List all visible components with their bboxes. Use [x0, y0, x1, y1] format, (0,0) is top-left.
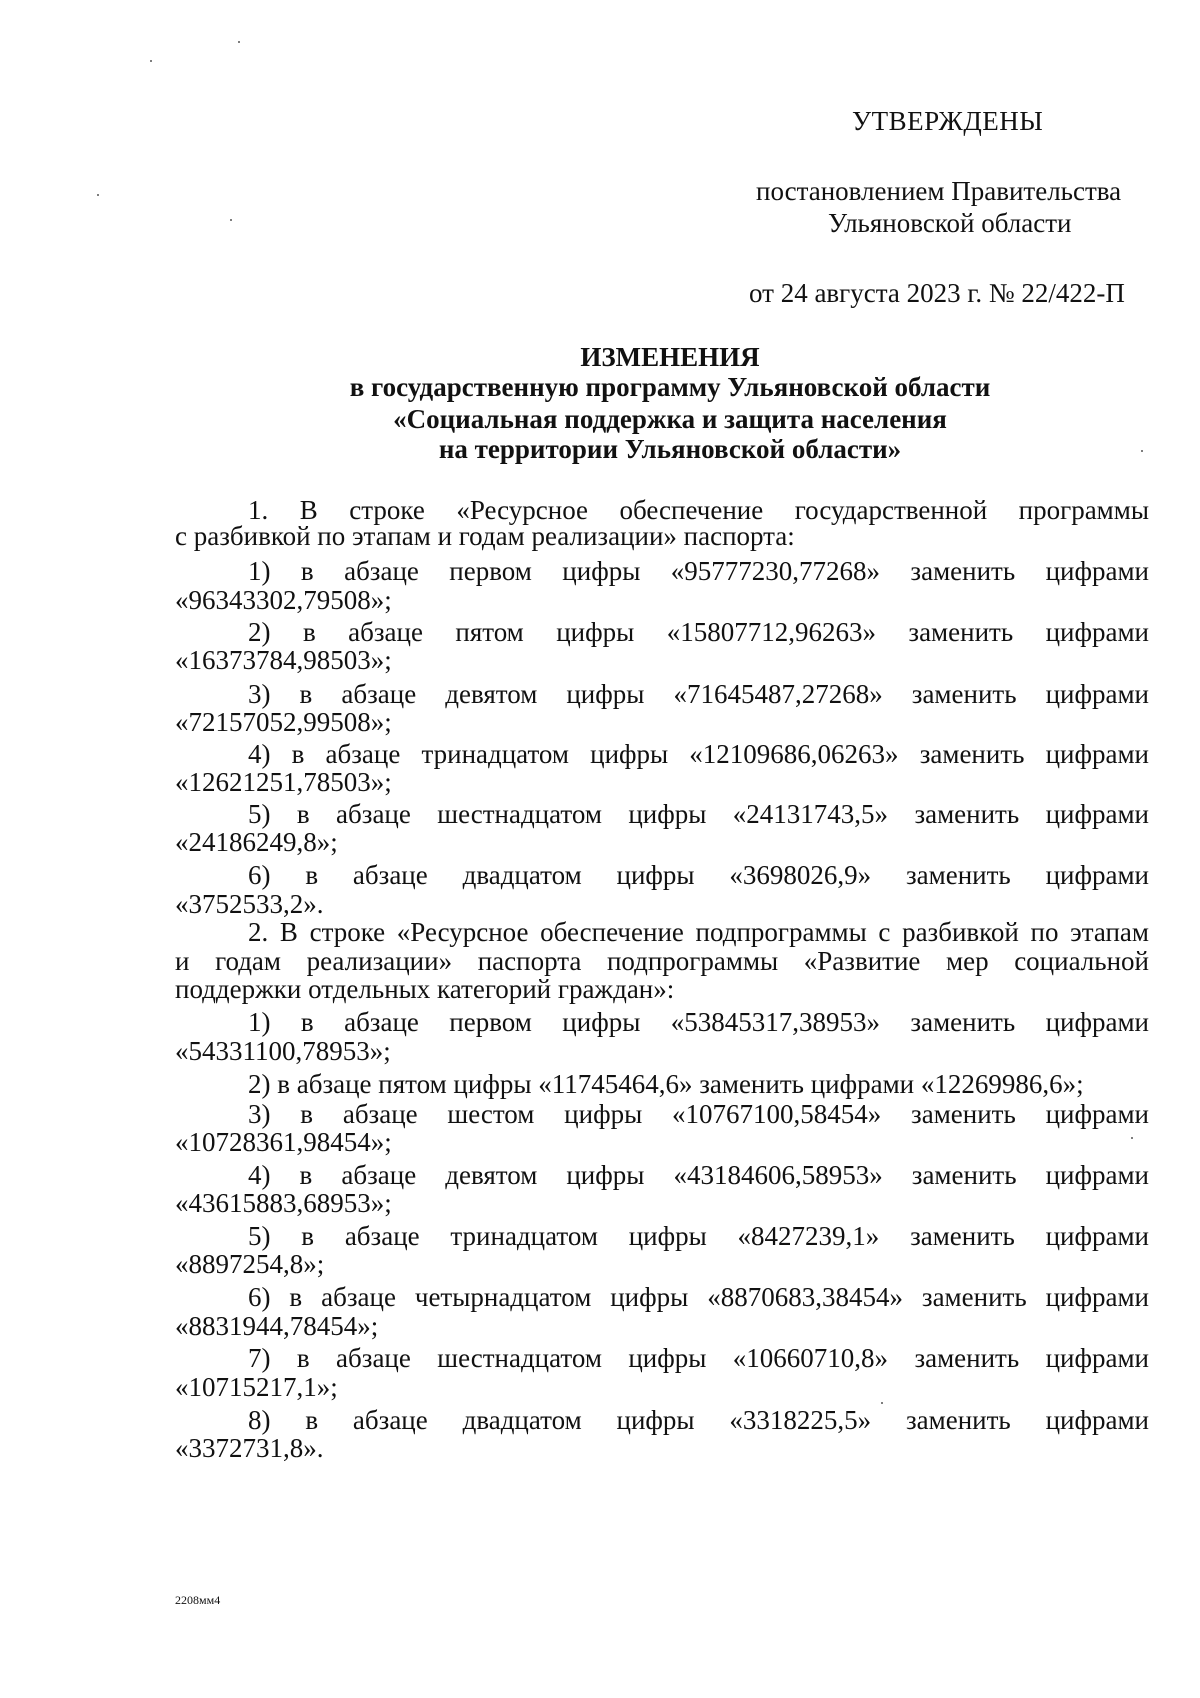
document-code: 2208мм4 [175, 1593, 221, 1607]
body-line: «24186249,8»; [175, 827, 338, 857]
scan-speck [1131, 1137, 1133, 1139]
approval-authority-line2: Ульяновской области [828, 208, 1072, 238]
scan-speck [150, 60, 152, 62]
document-subtitle-line2: «Социальная поддержка и защита населения [393, 404, 947, 434]
body-line: поддержки отдельных категорий граждан»: [175, 974, 675, 1004]
body-line: «43615883,68953»; [175, 1188, 392, 1218]
body-line: 7) в абзаце шестнадцатом цифры «10660710,8» заменить цифрами [248, 1343, 1149, 1373]
body-line: «96343302,79508»; [175, 585, 392, 615]
body-line: 2. В строке «Ресурсное обеспечение подпрограммы с разбивкой по этапам [248, 917, 1149, 947]
body-line: «10715217,1»; [175, 1372, 338, 1402]
body-line: 3) в абзаце шестом цифры «10767100,58454» заменить цифрами [248, 1099, 1149, 1129]
approval-date-number: от 24 августа 2023 г. № 22/422-П [749, 278, 1125, 308]
document-subtitle-line3: на территории Ульяновской области» [438, 434, 902, 464]
body-line: «72157052,99508»; [175, 707, 392, 737]
body-line: 4) в абзаце девятом цифры «43184606,58953» заменить цифрами [248, 1160, 1149, 1190]
body-line: 5) в абзаце шестнадцатом цифры «24131743,5» заменить цифрами [248, 799, 1149, 829]
body-line: 6) в абзаце двадцатом цифры «3698026,9» заменить цифрами [248, 860, 1149, 890]
approval-authority-line1: постановлением Правительства [756, 176, 1122, 206]
body-line: «10728361,98454»; [175, 1127, 392, 1157]
body-line: 4) в абзаце тринадцатом цифры «12109686,06263» заменить цифрами [248, 739, 1149, 769]
body-line: «8897254,8»; [175, 1249, 325, 1279]
body-line: «12621251,78503»; [175, 767, 392, 797]
body-line: 2) в абзаце пятом цифры «11745464,6» заменить цифрами «12269986,6»; [248, 1069, 1084, 1099]
scan-speck [97, 194, 99, 196]
body-line: 5) в абзаце тринадцатом цифры «8427239,1» заменить цифрами [248, 1221, 1149, 1251]
body-line: 3) в абзаце девятом цифры «71645487,27268» заменить цифрами [248, 679, 1149, 709]
document-title: ИЗМЕНЕНИЯ [580, 342, 760, 372]
approval-stamp-heading: УТВЕРЖДЕНЫ [852, 106, 1044, 136]
scan-speck [230, 219, 232, 221]
body-line: и годам реализации» паспорта подпрограммы «Развитие мер социальной [175, 946, 1149, 976]
document-subtitle-line1: в государственную программу Ульяновской области [349, 372, 991, 402]
scan-speck [881, 1402, 883, 1404]
body-line: «16373784,98503»; [175, 645, 392, 675]
scan-speck [238, 41, 240, 43]
scan-speck [1141, 450, 1143, 452]
body-line: 1. В строке «Ресурсное обеспечение государственной программы [248, 495, 1149, 525]
body-line: «3752533,2». [175, 889, 324, 919]
body-line: с разбивкой по этапам и годам реализации» паспорта: [175, 521, 795, 551]
body-line: 8) в абзаце двадцатом цифры «3318225,5» заменить цифрами [248, 1405, 1149, 1435]
body-line: 1) в абзаце первом цифры «95777230,77268» заменить цифрами [248, 556, 1149, 586]
body-line: «54331100,78953»; [175, 1036, 391, 1066]
body-line: «8831944,78454»; [175, 1311, 379, 1341]
body-line: 6) в абзаце четырнадцатом цифры «8870683,38454» заменить цифрами [248, 1282, 1149, 1312]
body-line: «3372731,8». [175, 1433, 324, 1463]
body-line: 1) в абзаце первом цифры «53845317,38953» заменить цифрами [248, 1007, 1149, 1037]
body-line: 2) в абзаце пятом цифры «15807712,96263» заменить цифрами [248, 617, 1149, 647]
